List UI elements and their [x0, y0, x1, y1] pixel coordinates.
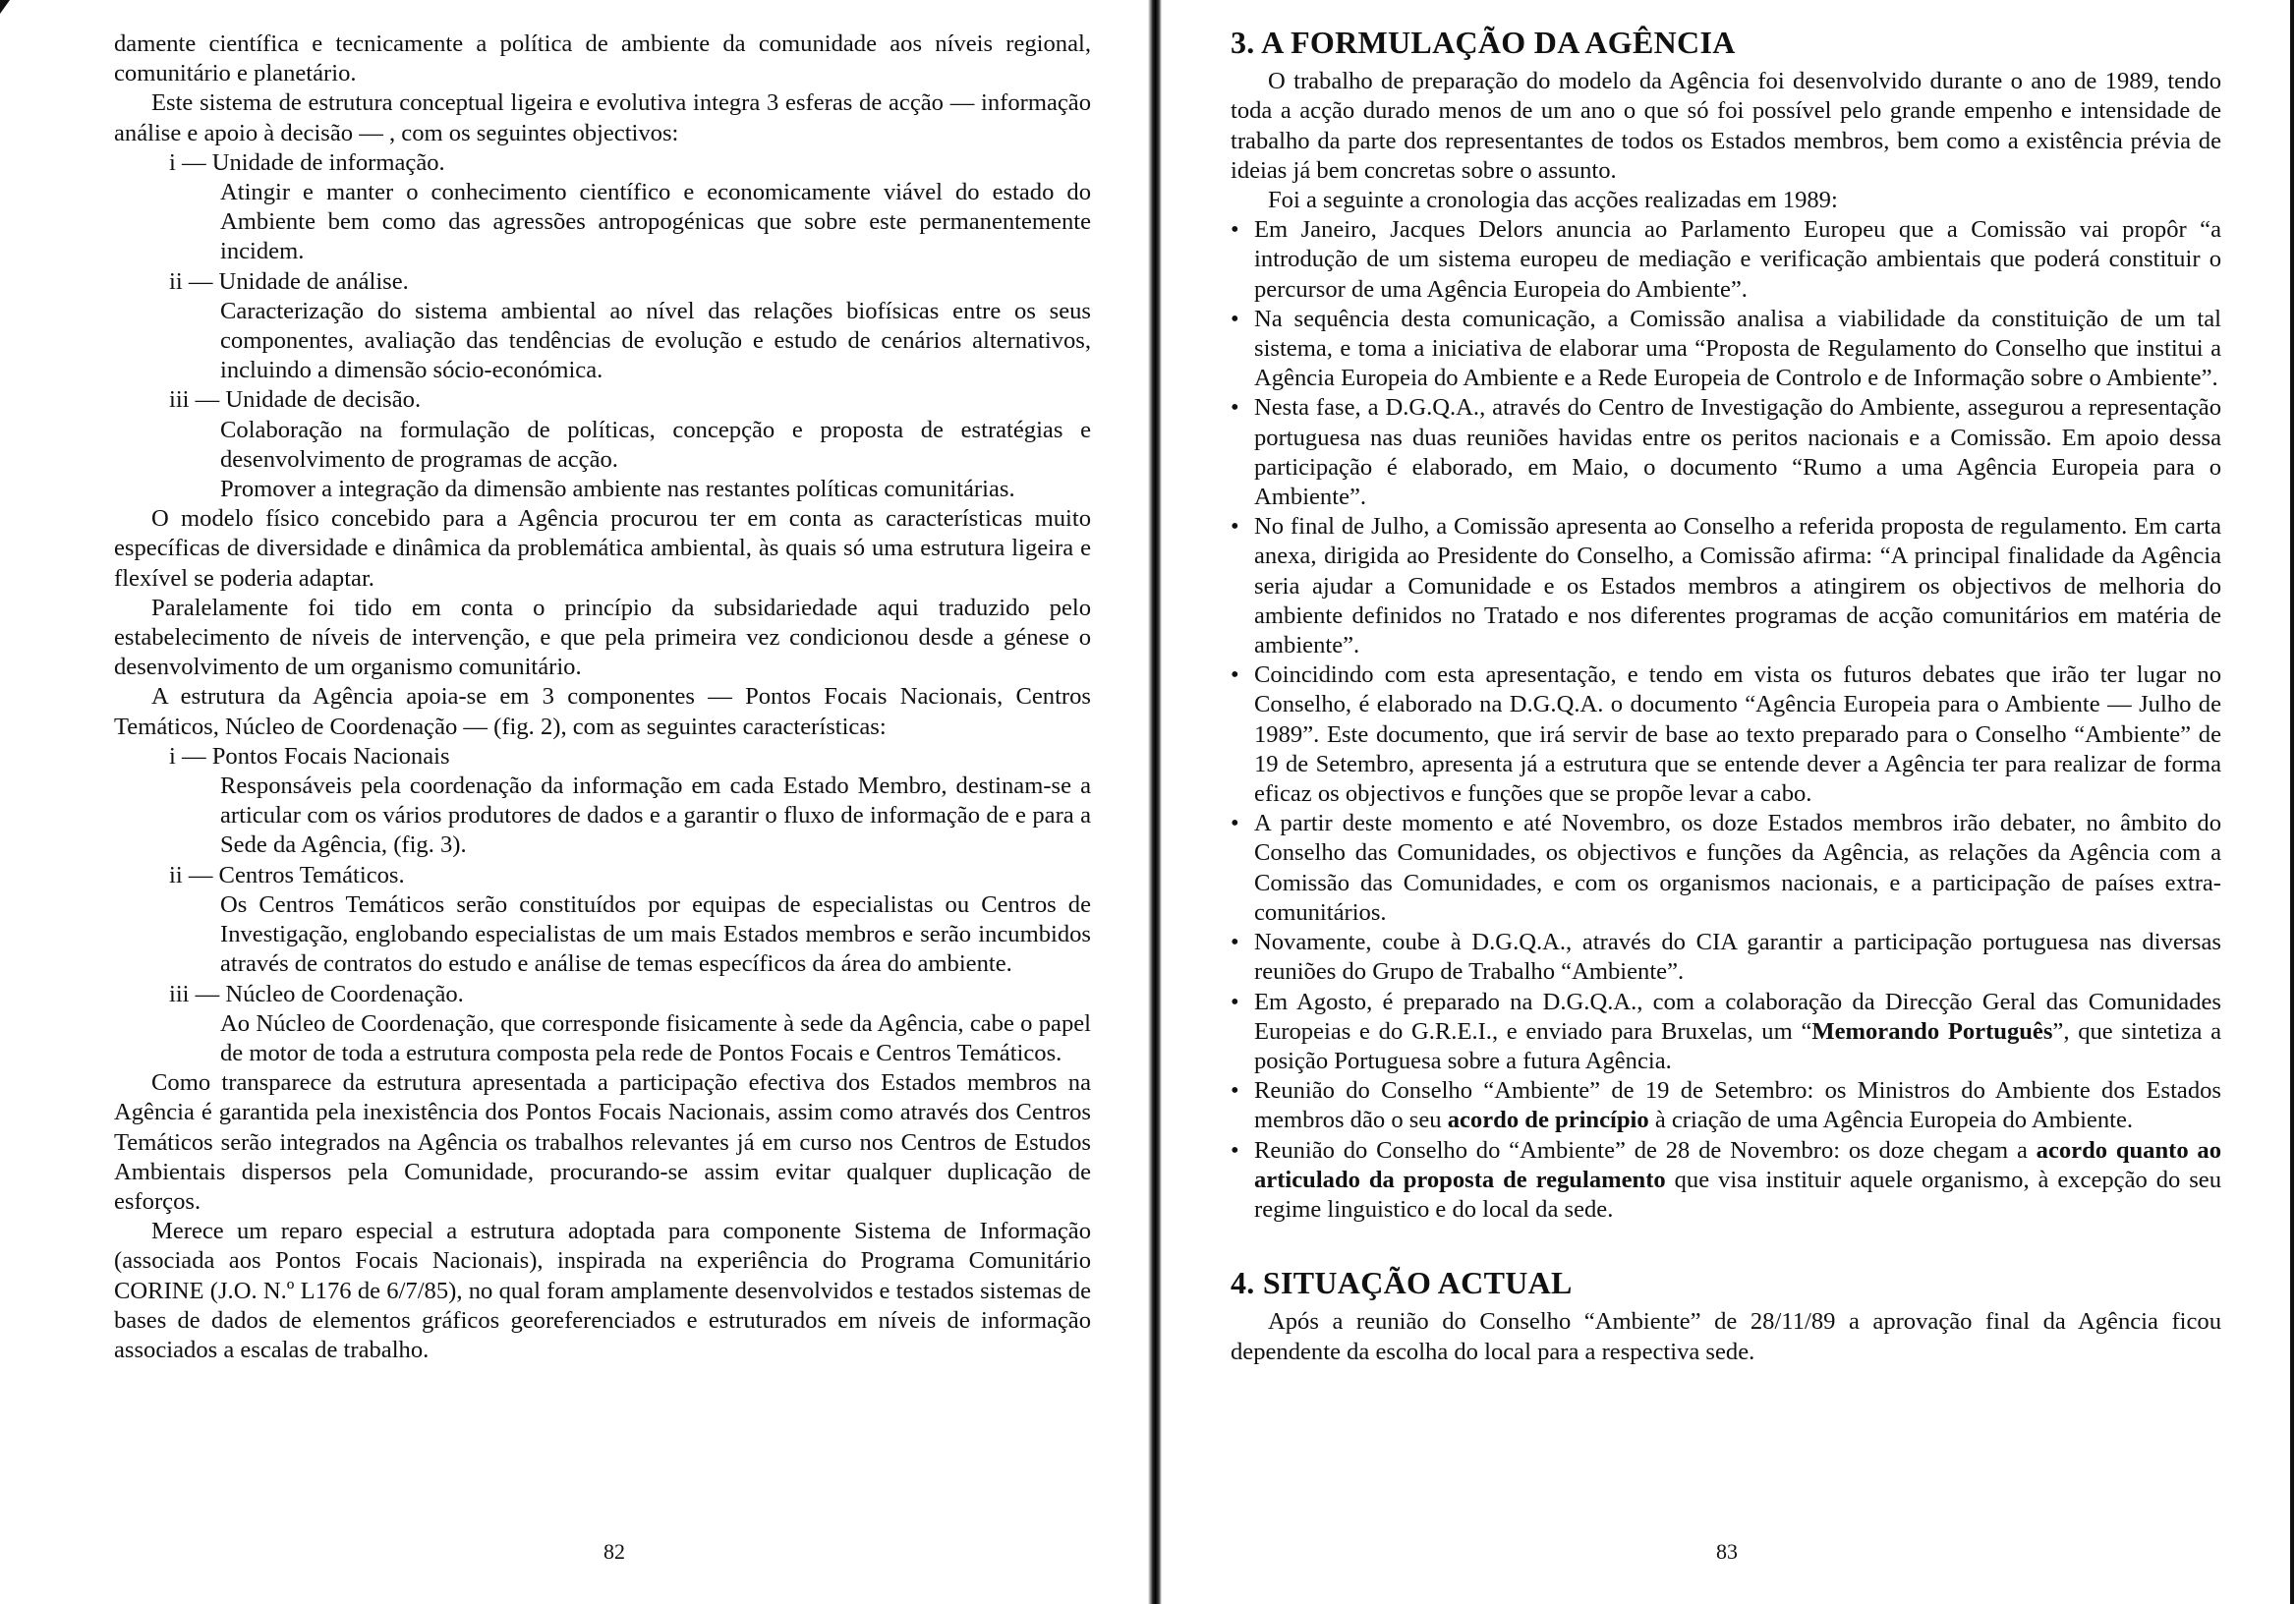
bullet-bold-text: acordo quanto ao articulado da proposta de regulamento [1254, 1136, 2221, 1193]
page-number-left: 82 [603, 1539, 625, 1564]
paragraph-estrutura: A estrutura da Agência apoia-se em 3 componentes — Pontos Focais Nacionais, Centros Temáticos, Núcleo de Coordenação — (fig. 2), com as seguintes características: [114, 683, 1091, 740]
list-item-unidade-analise: ii — Unidade de análise. [169, 267, 409, 295]
bullet-text: Em Janeiro, Jacques Delors anuncia ao Parlamento Europeu que a Comissão vai propôr “a introdução de um sistema europeu de mediação e verificação ambientais que poderá constituir o percursor de uma Agência Europeia do Ambiente”. [1254, 216, 2221, 303]
bullet-text: ”, que sintetiza a posição Portuguesa sobre a futura Agência. [1254, 1017, 2221, 1074]
bullet-icon: • [1231, 988, 1239, 1015]
page-number-right: 83 [1716, 1539, 1738, 1564]
bullet-bold-text: acordo de princípio [1447, 1107, 1649, 1134]
paragraph-merece: Merece um reparo especial a estrutura adoptada para componente Sistema de Informação (associada aos Pontos Focais Nacionais), inspirada na experiência do Programa Comunitário CORINE (J.O. N.º L176 de 6/7/85), no qual foram amplamente desenvolvidos e testados sistemas de bases de dados de elementos gráficos georeferenciados e estruturados em níveis de informação associados a escalas de trabalho. [114, 1218, 1091, 1363]
bullet-text: Nesta fase, a D.G.Q.A., através do Centro de Investigação do Ambiente, assegurou a representação portuguesa nas duas reuniões havidas entre os peritos nacionais e a Comissão. Em apoio dessa participação é elaborado, em Maio, o documento “Rumo a uma Agência Europeia para o Ambiente”. [1254, 394, 2221, 511]
bullet-text: que visa instituir aquele organismo, à excepção do seu regime linguistico e do local da sede. [1254, 1166, 2221, 1223]
right-page [1152, 0, 2296, 1604]
bullet-icon: • [1231, 513, 1239, 541]
list-item-nucleo-coordenacao: iii — Núcleo de Coordenação. [169, 980, 464, 1007]
bullet-item [1231, 809, 2221, 928]
right-page-text [1231, 25, 2221, 1367]
bullet-item [1231, 1076, 2221, 1135]
bullet-icon: • [1231, 929, 1239, 956]
bullet-text: à criação de uma Agência Europeia do Ambiente. [1648, 1107, 2134, 1134]
list-item-body: Os Centros Temáticos serão constituídos por equipas de especialistas ou Centros de Investigação, englobando especialistas de um mais Estados membros e serão incumbidos através de contratos do estudo e análise de temas específicos da área do ambiente. [220, 890, 1091, 978]
list-item-unidade-decisao: iii — Unidade de decisão. [169, 386, 422, 414]
section-heading-situacao: 4. SITUAÇÃO ACTUAL [1231, 1265, 1573, 1301]
bullet-item [1231, 305, 2221, 394]
bullet-icon: • [1231, 394, 1239, 422]
section-heading-formulacao: 3. A FORMULAÇÃO DA AGÊNCIA [1231, 25, 1736, 60]
bullet-icon: • [1231, 1077, 1239, 1105]
bullet-icon: • [1231, 1136, 1239, 1164]
bullet-text: Na sequência desta comunicação, a Comissão analisa a viabilidade da constituição de um tal sistema, e toma a iniciativa de elaborar uma “Proposta de Regulamento do Conselho que institui a Agência Europeia do Ambiente e a Rede Europeia de Controlo e de Informação sobre o Ambiente”. [1254, 305, 2221, 392]
paragraph-modelo: O modelo físico concebido para a Agência procurou ter em conta as características muito específicas de diversidade e dinâmica da problemática ambiental, às quais só uma estrutura ligeira e flexível se poderia adaptar. [114, 505, 1091, 592]
list-item-body: Atingir e manter o conhecimento científico e economicamente viável do estado do Ambiente bem como das agressões antropogénicas que sobre este permanentemente incidem. [220, 179, 1091, 265]
bullet-text: A partir deste momento e até Novembro, os doze Estados membros irão debater, no âmbito do Conselho das Comunidades, os objectivos e funções da Agência, as relações da Agência com a Comissão das Comunidades, e com os organismos nacionais, e a participação de países extra-comunitários. [1254, 810, 2221, 926]
bullet-item [1231, 512, 2221, 660]
list-item-body: Ao Núcleo de Coordenação, que corresponde fisicamente à sede da Agência, cabe o papel de motor de toda a estrutura composta pela rede de Pontos Focais e Centros Temáticos. [220, 1009, 1091, 1066]
paragraph-transparece: Como transparece da estrutura apresentada a participação efectiva dos Estados membros na Agência é garantida pela inexistência dos Pontos Focais Nacionais, assim como através dos Centros Temáticos serão integrados na Agência os trabalhos relevantes já em curso nos Centros de Estudos Ambientais dispersos pela Comunidade, procurando-se assim evitar qualquer duplicação de esforços. [114, 1069, 1091, 1215]
bullet-text: Reunião do Conselho “Ambiente” de 19 de Setembro: os Ministros do Ambiente dos Estados membros dão o seu [1254, 1077, 2221, 1134]
paragraph-intro: damente científica e tecnicamente a política de ambiente da comunidade aos níveis regional, comunitário e planetário. [114, 30, 1091, 87]
bullet-icon: • [1231, 661, 1239, 689]
bullet-text: No final de Julho, a Comissão apresenta ao Conselho a referida proposta de regulamento. Em carta anexa, dirigida ao Presidente do Conselho, a Comissão afirma: “A principal finalidade da Agência seria ajudar a Comunidade e os Estados membros a atingirem os objectivos de melhoria do ambiente definidos no Tratado e nos diferentes programas de acção comunitários em matéria de ambiente”. [1254, 513, 2221, 659]
page-edge [2290, 0, 2294, 1604]
paragraph-trabalho: O trabalho de preparação do modelo da Agência foi desenvolvido durante o ano de 1989, tendo toda a acção durado menos de um ano o que só foi possível pelo grande empenho e intensidade de trabalho da parte dos representantes de todos os Estados membros, bem como a existência prévia de ideias já bem concretas sobre o assunto. [1231, 68, 2221, 184]
paragraph-paralelamente: Paralelamente foi tido em conta o princípio da subsidariedade aqui traduzido pelo estabelecimento de níveis de intervenção, e que pela primeira vez condicionou desde a génese o desenvolvimento de um organismo comunitário. [114, 594, 1091, 681]
list-item-body: Caracterização do sistema ambiental ao nível das relações biofísicas entre os seus componentes, avaliação das tendências de evolução e estudo de cenários alternativos, incluindo a dimensão sócio-económica. [220, 297, 1091, 384]
bullet-item [1231, 393, 2221, 512]
bullet-item [1231, 928, 2221, 987]
paragraph-apos: Após a reunião do Conselho “Ambiente” de 28/11/89 a aprovação final da Agência ficou dependente da escolha do local para a respectiva sede. [1231, 1308, 2221, 1365]
list-item-unidade-informacao: i — Unidade de informação. [169, 148, 445, 176]
bullet-icon: • [1231, 810, 1239, 837]
bullet-icon: • [1231, 216, 1239, 244]
bullet-text: Coincidindo com esta apresentação, e tendo em vista os futuros debates que irão ter lugar no Conselho, é elaborado na D.G.Q.A. o documento “Agência Europeia para o Ambiente — Julho de 1989”. Este documento, que irá servir de base ao texto preparado para o Conselho “Ambiente” de 19 de Setembro, apresenta já a estrutura que se entende dever a Agência ter para realizar de forma eficaz os objectivos e funções que se propõe levar a cabo. [1254, 661, 2221, 808]
bullet-item [1231, 988, 2221, 1077]
list-item-body: Responsáveis pela coordenação da informação em cada Estado Membro, destinam-se a articular com os vários produtores de dados e a garantir o fluxo de informação de e para a Sede da Agência, (fig. 3). [220, 773, 1091, 859]
list-item-pontos-focais: i — Pontos Focais Nacionais [169, 742, 450, 770]
bullet-text: Reunião do Conselho do “Ambiente” de 28 de Novembro: os doze chegam a [1254, 1136, 2037, 1164]
left-page-text [114, 29, 1091, 1365]
bullet-bold-text: Memorando Português [1811, 1017, 2053, 1045]
list-item-body: Promover a integração da dimensão ambiente nas restantes políticas comunitárias. [220, 476, 1015, 503]
bullet-list [1231, 215, 2221, 1225]
bullet-item [1231, 1136, 2221, 1226]
list-item-body: Colaboração na formulação de políticas, concepção e proposta de estratégias e desenvolvimento de programas de acção. [220, 416, 1091, 473]
bullet-text: Em Agosto, é preparado na D.G.Q.A., com a colaboração da Direcção Geral das Comunidades Europeias e do G.R.E.I., e enviado para Bruxelas, um “ [1254, 988, 2221, 1045]
paragraph-cronologia: Foi a seguinte a cronologia das acções realizadas em 1989: [1268, 187, 1838, 214]
bullet-item [1231, 660, 2221, 809]
paragraph-sistema: Este sistema de estrutura conceptual ligeira e evolutiva integra 3 esferas de acção — informação análise e apoio à decisão — , com os seguintes objectivos: [114, 89, 1091, 146]
bullet-icon: • [1231, 305, 1239, 332]
list-item-centros-tematicos: ii — Centros Temáticos. [169, 861, 405, 888]
bullet-text: Novamente, coube à D.G.Q.A., através do CIA garantir a participação portuguesa nas diversas reuniões do Grupo de Trabalho “Ambiente”. [1254, 929, 2221, 986]
bullet-item [1231, 215, 2221, 305]
